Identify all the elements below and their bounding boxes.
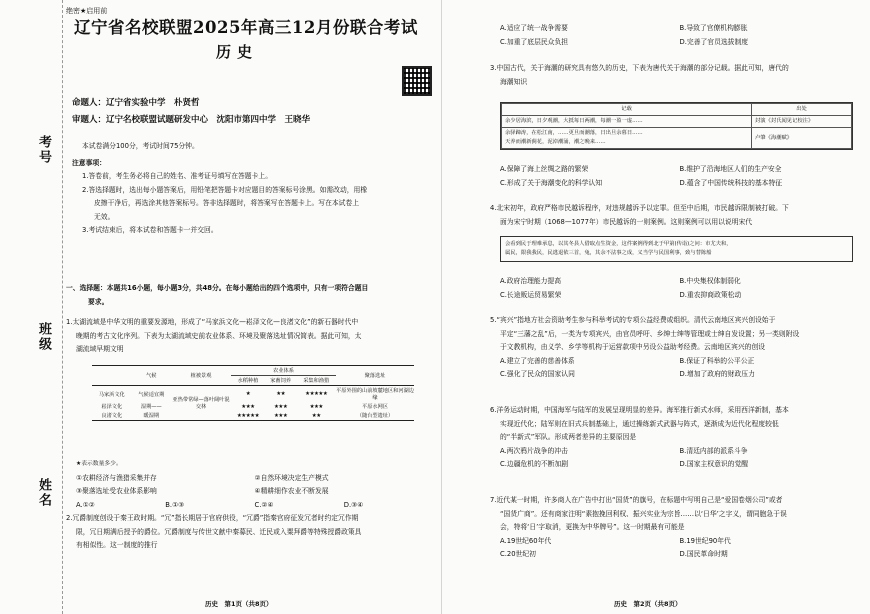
q1-option-a[interactable]: A.①② xyxy=(76,500,95,509)
q4-option-b[interactable]: B.中央集权体制弱化 xyxy=(679,277,741,285)
q1-statement-1[interactable]: ①农耕经济与渔猎采集并存 xyxy=(76,473,157,482)
q2-line-3: 有相似性。这一制度的推行 xyxy=(76,541,158,549)
q2-options-row xyxy=(490,36,859,50)
author-setter: 命题人：辽宁省实验中学 朴贤哲 xyxy=(72,98,200,108)
q3-option-b[interactable]: B.维护了沿海地区人们的生产安全 xyxy=(679,165,782,173)
q1-line-2: 晚期的考古文化序列。下表为太湖流域史前农业体系、环境及聚落选址情况简表。据此可知，太 xyxy=(76,331,362,340)
section-1-line-2: 要求。 xyxy=(88,297,109,306)
q1-option-c[interactable]: C.②④ xyxy=(254,500,274,509)
rice-stars: ★★★ xyxy=(241,403,255,410)
q7-options-row xyxy=(490,548,859,562)
q3-option-a[interactable]: A.保障了海上丝绸之路的繁荣 xyxy=(500,165,589,173)
q4-quote-box xyxy=(500,236,853,262)
q6-option-d[interactable]: D.国家主权意识的觉醒 xyxy=(679,460,749,468)
page-1-footer: 历史 第1页（共8页） xyxy=(205,600,273,608)
q7-options-row xyxy=(490,535,859,549)
q1-statements-row xyxy=(66,485,433,499)
score-info: 本试卷满分100分，考试时间75分钟。 xyxy=(82,142,199,150)
name-label: 姓名 xyxy=(36,478,51,508)
q3-record-2a: 余驿蹄涛，在松江南，……更旦而潮落，日出旦余暮日…… xyxy=(505,130,643,136)
site-cell: （随台型遗址） xyxy=(356,413,394,419)
subject-title: 历史 xyxy=(216,43,259,61)
th-site: 聚落选址 xyxy=(364,373,386,379)
note-3: 3.考试结束后，将本试卷和答题卡一并交回。 xyxy=(82,226,218,234)
climate-cell: 气候适宜期 xyxy=(138,391,165,398)
q1-line-3: 湖流域早期文明 xyxy=(76,345,124,353)
q5-option-a[interactable]: A.建立了完善的慈善体系 xyxy=(500,356,575,365)
rice-stars: ★ xyxy=(245,391,251,397)
rice-stars: ★★★★★ xyxy=(236,412,260,419)
table-legend: ★表示数量多少。 xyxy=(76,461,122,467)
q1-option-d[interactable]: D.③④ xyxy=(343,500,364,509)
page-2-footer: 历史 第2页（共8页） xyxy=(614,600,682,608)
q2-option-d[interactable]: D.完善了官员选拔制度 xyxy=(679,37,749,46)
gather-stars: ★★ xyxy=(311,412,321,419)
authors xyxy=(72,95,310,129)
q1-statements-row xyxy=(66,472,433,486)
culture-name: 良渚文化 xyxy=(101,413,123,419)
binding-margin xyxy=(0,0,63,614)
gather-stars: ★★★★★ xyxy=(305,391,328,397)
q7-line-1: 7.近代某一时期，许多商人在广告中打出“国货”的旗号，在标题中写明自己是“爱国卷烟公司”或者 xyxy=(490,496,783,504)
q3-source-1: 封演《封氏闻见记校注》 xyxy=(752,116,852,128)
gather-stars: ★★★ xyxy=(309,403,323,410)
q4-option-d[interactable]: D.重农抑商政策松动 xyxy=(679,290,742,299)
q4-options xyxy=(490,275,859,302)
question-5 xyxy=(490,314,859,382)
livestock-stars: ★★★ xyxy=(273,412,288,419)
vegetation-cell: 亚热带常绿—落叶阔叶混交林 xyxy=(172,397,230,410)
note-2c: 无效。 xyxy=(94,212,115,221)
q3-th-source: 出处 xyxy=(752,104,852,116)
q3-options-row xyxy=(490,163,859,177)
q1-statement-3[interactable]: ③聚落选址受农业体系影响 xyxy=(76,487,157,495)
q3-record-1: 余少居海滨，日夕观潮，大抵每日两潮，每潮一盈一虚…… xyxy=(502,116,752,128)
culture-name: 马家浜文化 xyxy=(98,391,125,398)
table-row xyxy=(92,386,414,403)
q4-options-row xyxy=(490,275,859,289)
q7-option-b[interactable]: B.19世纪90年代 xyxy=(679,536,731,545)
class-label: 班级 xyxy=(36,322,51,352)
th-livestock: 家畜饲养 xyxy=(270,378,291,384)
note-2b: 皮擦干净后，再选涂其他答案标号。答非选择题时，将答案写在答题卡上。写在本试卷上 xyxy=(94,199,360,207)
q5-option-d[interactable]: D.增加了政府的财政压力 xyxy=(679,370,755,378)
q3-record-2 xyxy=(502,128,752,149)
q6-options-row xyxy=(490,458,859,472)
notes-title: 注意事项： xyxy=(72,158,106,167)
site-cell: 平原水网区 xyxy=(362,404,388,410)
q1-statement-2[interactable]: ②自然环境决定生产模式 xyxy=(254,473,329,482)
q2-option-b[interactable]: B.导致了官僚机构膨胀 xyxy=(679,24,748,32)
q6-line-1: 6.洋务运动时期，中国海军与陆军的发展呈现明显的差异。海军推行新式水师，采用西洋新制，基本 xyxy=(490,406,789,414)
q3-th-record: 记载 xyxy=(502,104,752,116)
q3-line-1: 3.中国古代，关于海潮的研究具有悠久的历史，下表为唐代关于海潮的部分记载。据此可知，唐代的 xyxy=(490,64,789,72)
q6-line-3: 的“半新式”军队。形成两者差异的主要原因是 xyxy=(500,433,637,441)
q4-line-2: 面为宋宁时期（1068—1077年）市民越诉的一则案例。这则案例可以用以说明宋代 xyxy=(500,217,753,226)
author-reviewer: 审题人：辽宁名校联盟试题研发中心 沈阳市第四中学 王晓华 xyxy=(72,115,311,125)
question-3 xyxy=(490,62,859,89)
q2-option-a[interactable]: A.适应了统一战争需要 xyxy=(500,24,568,32)
livestock-stars: ★★ xyxy=(276,391,286,397)
q6-option-c[interactable]: C.边疆危机的不断加剧 xyxy=(500,460,569,468)
q2-option-c[interactable]: C.加重了底层民众负担 xyxy=(500,37,569,46)
q3-options-row xyxy=(490,177,859,191)
q7-option-d[interactable]: D.国民革命时期 xyxy=(679,550,728,558)
q5-line-1: 5.“宾兴”指地方社会资助考生参与科举考试的专项公益经费或组织。清代云南地区宾兴创设始于 xyxy=(490,316,776,324)
exam-title: 辽宁省名校联盟2025年高三12月份联合考试 xyxy=(74,18,418,37)
q2-line-1: 2.冗爵制度创设于秦王政时期。“冗”指长期居于官府供役，“冗爵”指秦官府征发冗者时约定冗作期 xyxy=(66,514,359,522)
question-1 xyxy=(66,316,433,357)
note-1: 1.答卷前，考生务必将自己的姓名、准考证号填写在答题卡上。 xyxy=(82,172,272,180)
q4-option-c[interactable]: C.长途贩运贸易繁荣 xyxy=(500,290,562,299)
confidential-mark: 绝密★启用前 xyxy=(66,7,108,15)
q7-line-2: “国货广商”。还有商家注明“素抱挽回利权、振兴实业为宗旨……以‘日华’之字义，谓同胞急于误 xyxy=(500,509,787,518)
q3-record-2b: 天养而潮新蓟花，泥淖潮涌，潮之晚来…… xyxy=(505,139,606,145)
culture-name: 崧泽文化 xyxy=(101,404,123,410)
livestock-stars: ★★★ xyxy=(273,403,288,410)
q4-line-1: 4.北宋初年，政府严格市民越诉程序，对违规越诉予以定罪。但至中后期，市民越诉限制被打破。下 xyxy=(490,204,789,212)
q5-options-row xyxy=(490,355,859,369)
q2-options xyxy=(490,22,859,49)
th-rice: 水稻种植 xyxy=(237,378,259,384)
q5-option-c[interactable]: C.强化了民众的国家认同 xyxy=(500,370,575,378)
question-4 xyxy=(490,202,859,229)
q7-option-a[interactable]: A.19世纪60年代 xyxy=(500,536,552,545)
q3-option-d[interactable]: D.蕴含了中国传统科技的基本特征 xyxy=(679,178,783,187)
q4-quote-line-1: 会看到民于理难承息，以其冬县人借取点生资金，这件案例得到北于甲第(传诣)之问：市尤夫和， xyxy=(505,241,732,247)
climate-cell: 湿期—— xyxy=(140,404,162,410)
q5-option-b[interactable]: B.保证了科举的公平公正 xyxy=(679,356,755,365)
q5-line-3: 于文教机构，由义学、乡学等机构于运营款项中另设公益助考经费。云南地区宾兴的创设 xyxy=(500,343,766,351)
qr-code xyxy=(402,66,432,96)
q1-statement-4[interactable]: ④精耕细作农业不断发展 xyxy=(254,487,329,495)
table-row xyxy=(92,402,414,411)
q3-option-c[interactable]: C.形成了关于海潮变化的科学认知 xyxy=(500,178,603,187)
q5-line-2: 平定“三藩之乱”后，一类为专项宾兴，由官员呼吁、乡绅士绅等管理或士绅自发设置；另一类则附设 xyxy=(500,329,800,338)
q6-line-2: 实现近代化；陆军则在旧式兵制基础上，通过操练新式武器与阵式，逐渐成为近代化程度较低 xyxy=(500,419,779,428)
q4-quote-line-2: 属民，限我我民，民逃退依三首，兔，其余不法事之成，义当学与民国利事，致与替陈船 xyxy=(505,250,712,256)
notes xyxy=(72,140,433,238)
exam-number-label: 考号 xyxy=(36,135,51,165)
q6-option-b[interactable]: B.清廷内部的派系斗争 xyxy=(679,446,748,455)
section-1-heading xyxy=(66,282,433,309)
q3-line-2: 海潮知识 xyxy=(500,77,528,86)
site-cell: 平原外围的山前坡麓地区和河湖边缘 xyxy=(336,388,414,401)
q6-options-row xyxy=(490,445,859,459)
section-1-line-1: 一、选择题：本题共16小题，每小题3分，共48分。在每小题给出的四个选项中，只有一项符合题目 xyxy=(66,284,369,292)
th-climate: 气候 xyxy=(146,373,157,379)
q3-table xyxy=(500,102,853,150)
q3-options xyxy=(490,163,859,190)
q1-options-block xyxy=(66,458,433,553)
q1-option-b[interactable]: B.①③ xyxy=(165,500,185,509)
q2-line-2: 限，冗日期满后授予的爵位。冗爵制度与传世文献中秦募民、迁民或入粟拜爵等特殊授爵政策具 xyxy=(76,527,362,536)
q6-option-a[interactable]: A.两次鸦片战争的冲击 xyxy=(500,446,568,455)
q7-line-3: 会，特将‘日’字取消，更换为中华牌号”。这一时期最有可能是 xyxy=(500,523,685,531)
q5-options-row xyxy=(490,368,859,382)
q1-line-1: 1.太湖流域是中华文明的重要发源地，形成了“马家浜文化—崧泽文化—良渚文化”的新石器时代中 xyxy=(66,318,359,326)
q2-options-row xyxy=(490,22,859,36)
th-gather: 采集和渔猎 xyxy=(303,378,330,384)
table-row xyxy=(92,411,414,420)
q1-choices xyxy=(66,499,433,513)
q7-option-c[interactable]: C.20世纪初 xyxy=(500,550,536,558)
q4-option-a[interactable]: A.政府治理能力提高 xyxy=(500,277,562,285)
table-row xyxy=(502,128,852,149)
table-row xyxy=(502,116,852,128)
q4-options-row xyxy=(490,289,859,303)
q1-table xyxy=(92,365,414,421)
th-blank xyxy=(92,366,132,386)
note-2a: 2.答选择题时，选出每小题答案后，用铅笔把答题卡对应题目的答案标号涂黑。如需改动，用橡 xyxy=(82,185,368,194)
page-2 xyxy=(441,0,870,614)
question-6 xyxy=(490,404,859,472)
th-vegetation: 植被景观 xyxy=(190,373,212,379)
th-agri: 农业体系 xyxy=(231,366,336,376)
q3-source-2: 卢肇《海潮赋》 xyxy=(752,128,852,149)
question-7 xyxy=(490,494,859,562)
climate-cell: 暖湿期 xyxy=(143,413,160,419)
